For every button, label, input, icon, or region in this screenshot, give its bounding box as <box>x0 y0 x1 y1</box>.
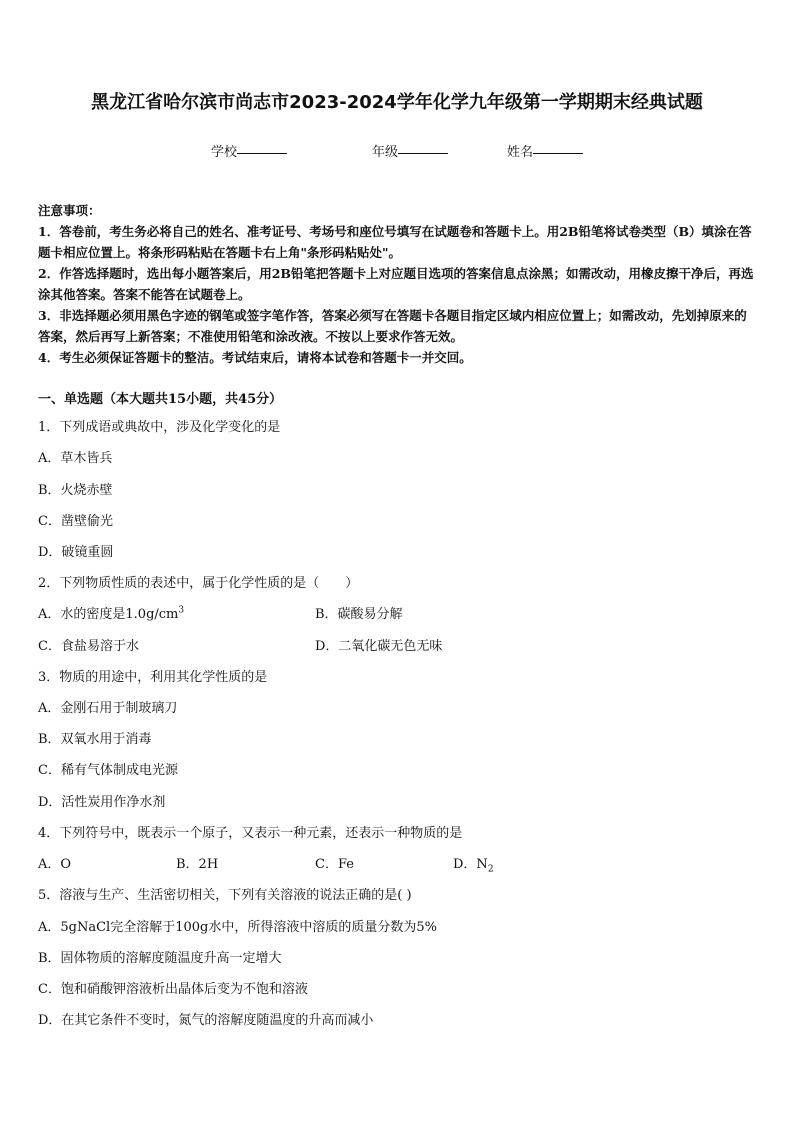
question-5-option-b: B．固体物质的溶解度随温度升高一定增大 <box>38 951 282 966</box>
question-3-option-a: A．金刚石用于制玻璃刀 <box>38 701 178 716</box>
grade-label: 年级 <box>372 145 399 160</box>
subscript: 2 <box>487 864 494 875</box>
grade-field <box>372 141 398 160</box>
name-field <box>507 141 533 160</box>
question-4-option-c: C．Fe <box>315 857 354 872</box>
question-3-option-c: C．稀有气体制成电光源 <box>38 763 178 778</box>
notes-heading: 注意事项： <box>38 203 101 218</box>
note-item: 4．考生必须保证答题卡的整洁。考试结束后，请将本试卷和答题卡一并交回。 <box>38 350 472 365</box>
question-3-option-b: B．双氧水用于消毒 <box>38 732 152 747</box>
question-3-stem: 3．物质的用途中，利用其化学性质的是 <box>38 670 268 685</box>
question-3-option-d: D．活性炭用作净水剂 <box>38 795 166 810</box>
question-1-option-c: C．凿壁偷光 <box>38 514 113 529</box>
superscript: 3 <box>178 605 185 616</box>
question-2-stem: 2．下列物质性质的表述中，属于化学性质的是（ ） <box>38 576 359 591</box>
question-1-stem: 1．下列成语或典故中，涉及化学变化的是 <box>38 420 281 435</box>
exam-title: 黑龙江省哈尔滨市尚志市2023-2024学年化学九年级第一学期期末经典试题 <box>91 92 703 113</box>
question-4-stem: 4．下列符号中，既表示一个原子，又表示一种元素，还表示一种物质的是 <box>38 826 463 841</box>
school-blank <box>237 141 287 154</box>
note-item: 1．答卷前，考生务必将自己的姓名、准考证号、考场号和座位号填写在试题卷和答题卡上。用2B铅笔将试卷类型（B）填涂在答题卡相应位置上。将条形码粘贴在答题卡右上角"条形码粘贴处"。 <box>38 224 752 260</box>
question-1-option-d: D．破镜重圆 <box>38 545 114 560</box>
school-field <box>211 141 237 160</box>
question-4-option-a: A．O <box>38 857 72 872</box>
question-2-option-b: B．碳酸易分解 <box>315 607 403 622</box>
name-blank <box>533 141 583 154</box>
question-2-option-d: D．二氧化碳无色无味 <box>315 639 443 654</box>
question-1-option-a: A．草木皆兵 <box>38 451 113 466</box>
name-label: 姓名 <box>507 145 534 160</box>
note-item: 2．作答选择题时，选出每小题答案后，用2B铅笔把答题卡上对应题目选项的答案信息点涂黑；如需改动，用橡皮擦干净后，再选涂其他答案。答案不能答在试题卷上。 <box>38 266 754 302</box>
question-5-stem: 5．溶液与生产、生活密切相关，下列有关溶液的说法正确的是( ) <box>38 888 412 903</box>
note-item: 3．非选择题必须用黑色字迹的钢笔或签字笔作答，答案必须写在答题卡各题目指定区域内相应位置上；如需改动，先划掉原来的答案，然后再写上新答案；不准使用铅笔和涂改液。不按以上要求作答无效。 <box>38 308 747 344</box>
question-2-option-a <box>38 603 184 622</box>
question-1-option-b: B．火烧赤壁 <box>38 483 113 498</box>
grade-blank <box>398 141 448 154</box>
school-label: 学校 <box>211 145 238 160</box>
question-5-option-d: D．在其它条件不变时，氮气的溶解度随温度的升高而减小 <box>38 1013 374 1028</box>
question-4-option-b: B．2H <box>176 857 219 872</box>
question-2-option-c: C．食盐易溶于水 <box>38 639 139 654</box>
question-5-option-c: C．饱和硝酸钾溶液析出晶体后变为不饱和溶液 <box>38 982 308 997</box>
notes-block <box>38 200 758 368</box>
option-d-text: D．N <box>453 857 488 872</box>
option-a-text: A．水的密度是1.0g/cm <box>38 607 179 622</box>
question-4-option-d <box>453 853 494 875</box>
section-heading: 一、单选题（本大题共15小题，共45分） <box>38 392 283 407</box>
question-5-option-a: A．5gNaCl完全溶解于100g水中，所得溶液中溶质的质量分数为5% <box>38 920 437 935</box>
